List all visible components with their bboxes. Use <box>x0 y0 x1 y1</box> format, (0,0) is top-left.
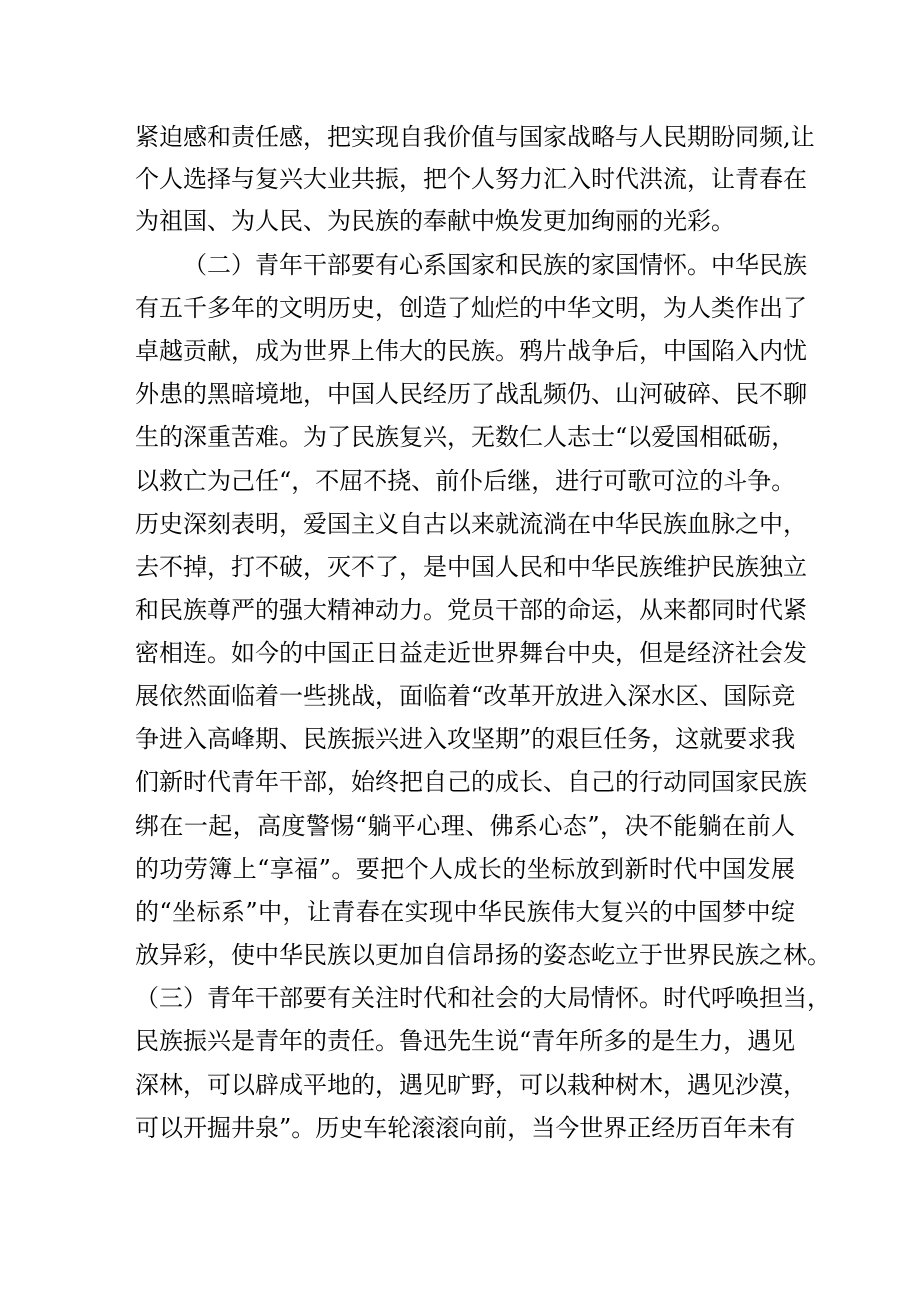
text-line: 生的深重苦难。为了民族复兴，无数仁人志士“以爱国相砥砺， <box>135 423 796 451</box>
text-line: 为祖国、为人民、为民族的奉献中焕发更加绚丽的光彩。 <box>135 207 735 235</box>
text-line: 和民族尊严的强大精神动力。党员干部的命运，从来都同时代紧 <box>135 596 807 624</box>
text-line: 个人选择与复兴大业共振，把个人努力汇入时代洪流，让青春在 <box>135 165 807 193</box>
text-line: 以救亡为己任“，不屈不挠、前仆后继，进行可歌可泣的斗争。 <box>135 467 796 495</box>
text-line: 放异彩，使中华民族以更加自信昂扬的姿态屹立于世界民族之林。 <box>135 941 831 969</box>
text-line: 紧迫感和责任感，把实现自我价值与国家战略与人民期盼同频,让 <box>135 123 815 151</box>
text-line: 卓越贡献，成为世界上伟大的民族。鸦片战争后，中国陷入内忧 <box>135 337 807 365</box>
text-line: 们新时代青年干部，始终把自己的成长、自己的行动同国家民族 <box>135 768 807 796</box>
text-line: 有五千多年的文明历史，创造了灿烂的中华文明，为人类作出了 <box>135 294 807 322</box>
text-line: 争进入高峰期、民族振兴进入攻坚期”的艰巨任务，这就要求我 <box>135 725 796 753</box>
text-line: 密相连。如今的中国正日益走近世界舞台中央，但是经济社会发 <box>135 639 807 667</box>
text-line: 的“坐标系”中，让青春在实现中华民族伟大复兴的中国梦中绽 <box>135 898 795 926</box>
text-line: 民族振兴是青年的责任。鲁迅先生说“青年所多的是生力，遇见 <box>135 1027 796 1055</box>
text-line: 绑在一起，高度警惕“躺平心理、佛系心态”，决不能躺在前人 <box>135 812 795 840</box>
text-line: 去不掉，打不破，灭不了，是中国人民和中华民族维护民族独立 <box>135 553 807 581</box>
text-line: 的功劳簿上“享福”。要把个人成长的坐标放到新时代中国发展 <box>135 855 795 883</box>
text-line: 展依然面临着一些挑战，面临着“改革开放进入深水区、国际竞 <box>135 682 796 710</box>
text-line: 可以开掘井泉”。历史车轮滚滚向前，当今世界正经历百年未有 <box>135 1114 796 1142</box>
section-heading-line: （三）青年干部要有关注时代和社会的大局情怀。时代呼唤担当， <box>135 984 831 1012</box>
section-heading-line: （二）青年干部要有心系国家和民族的家国情怀。中华民族 <box>183 251 807 279</box>
text-line: 历史深刻表明，爱国主义自古以来就流淌在中华民族血脉之中， <box>135 510 807 538</box>
text-line: 外患的黑暗境地，中国人民经历了战乱频仍、山河破碎、民不聊 <box>135 380 807 408</box>
text-line: 深林，可以辟成平地的，遇见旷野，可以栽种树木，遇见沙漠， <box>135 1071 807 1099</box>
